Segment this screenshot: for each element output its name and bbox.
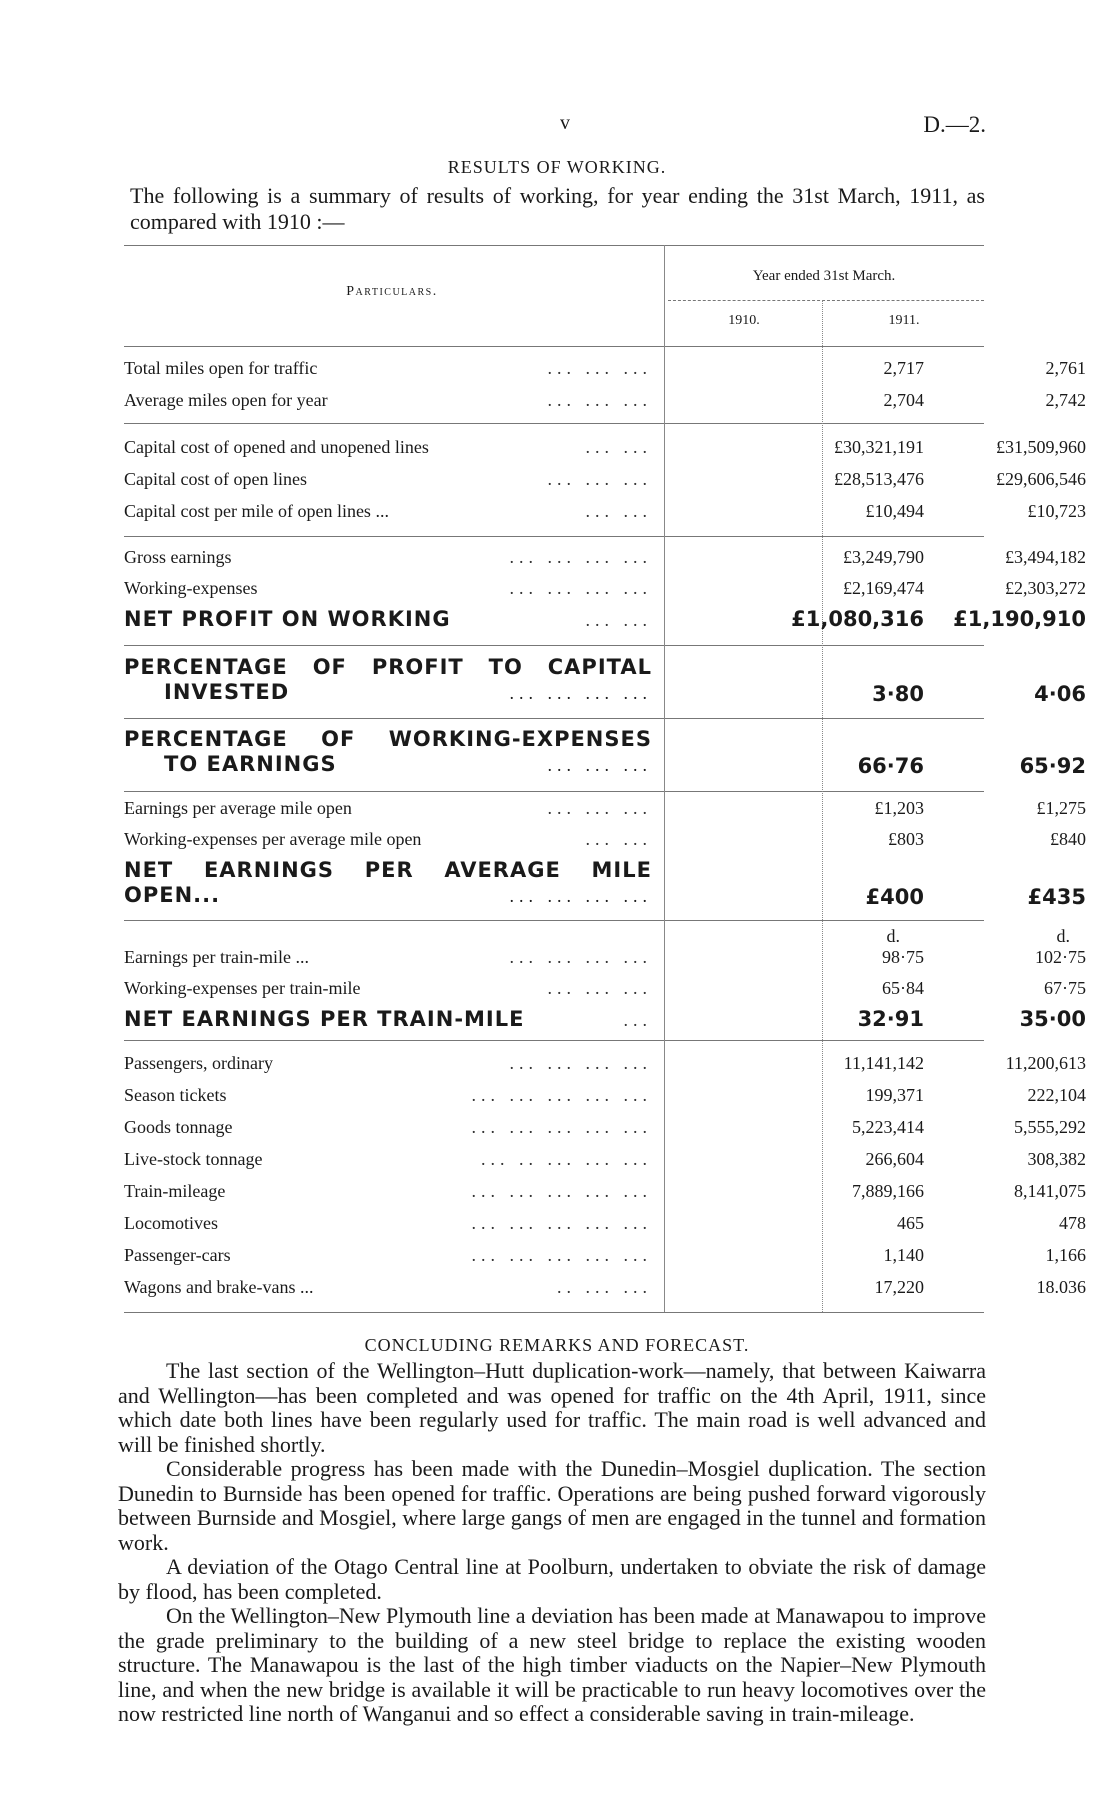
row-label: Wagons and brake-vans ... (124, 1277, 314, 1297)
unit-row-pence (124, 926, 1070, 946)
value-1910: 1,140 (883, 1245, 924, 1265)
row-label: Total miles open for traffic (124, 358, 318, 378)
row-label: Capital cost per mile of open lines ... (124, 501, 389, 521)
value-1911: 308,382 (1027, 1149, 1086, 1169)
leader-dots: ... ... ... ... ... (471, 1117, 652, 1137)
leader-dots: ... ... ... (547, 358, 652, 378)
table-row-locomotives (124, 1213, 1086, 1243)
leader-dots: ... ... ... ... (509, 683, 652, 703)
table-row-total-miles (124, 358, 1086, 388)
value-1911: 222,104 (1027, 1085, 1086, 1105)
row-label-line1: PERCENTAGE OF WORKING-EXPENSES (124, 727, 652, 751)
leader-dots: ... ... ... ... ... (471, 1213, 652, 1233)
concluding-remarks-body (118, 1359, 986, 1727)
leader-dots: ... ... ... (547, 798, 652, 818)
leader-dots: ... ... ... (547, 390, 652, 410)
value-1910: 199,371 (865, 1085, 924, 1105)
row-label: Earnings per average mile open (124, 798, 352, 818)
table-top-rule (124, 245, 984, 246)
value-1911: £2,303,272 (1005, 578, 1086, 598)
value-1911: 1,166 (1045, 1245, 1086, 1265)
document-reference: D.—2. (923, 112, 986, 137)
col-header-year-ended: Year ended 31st March. (752, 268, 896, 284)
value-1911: £435 (1027, 885, 1086, 909)
leader-dots: ... ... ... ... ... (471, 1085, 652, 1105)
value-1910: 7,889,166 (852, 1181, 924, 1201)
value-1910: 11,141,142 (843, 1053, 924, 1073)
leader-dots: ... (623, 1010, 652, 1030)
group-rule-5 (124, 791, 984, 792)
value-1910: £10,494 (865, 501, 924, 521)
leader-dots: ... ... ... (547, 978, 652, 998)
value-1910: 32·91 (857, 1007, 924, 1031)
group-rule-6 (124, 920, 984, 921)
value-1911: £31,509,960 (996, 437, 1086, 457)
group-rule-3 (124, 645, 984, 646)
value-1911: 18.036 (1036, 1277, 1086, 1297)
value-1911: £10,723 (1027, 501, 1086, 521)
header-bottom-rule (124, 346, 984, 347)
table-row-train-mileage (124, 1181, 1086, 1211)
table-row-gross-earnings (124, 547, 1086, 577)
value-1911: £1,190,910 (953, 607, 1086, 631)
leader-dots: ... ... ... ... (509, 547, 652, 567)
table-row-pct-profit-capital (124, 655, 1086, 711)
table-row-goods-tonnage (124, 1117, 1086, 1147)
row-label-line1: PERCENTAGE OF PROFIT TO CAPITAL (124, 655, 652, 679)
row-label-line2: TO EARNINGS (164, 752, 337, 776)
row-label: Goods tonnage (124, 1117, 233, 1137)
row-label: Gross earnings (124, 547, 232, 567)
value-1911: £1,275 (1036, 798, 1086, 818)
leader-dots: ... ... ... (547, 755, 652, 775)
value-1910: £1,203 (874, 798, 924, 818)
value-1910: £2,169,474 (843, 578, 924, 598)
value-1910: 3·80 (872, 682, 924, 706)
section-title: RESULTS OF WORKING. (447, 157, 667, 177)
table-row-net-earnings-per-train-mile (124, 1007, 1086, 1037)
table-row-capital-open (124, 469, 1086, 499)
table-row-earnings-per-mile (124, 798, 1086, 828)
table-row-capital-all (124, 437, 1086, 467)
value-1910: £28,513,476 (834, 469, 924, 489)
col-header-1911: 1911. (888, 313, 920, 328)
row-label: Working-expenses (124, 578, 258, 598)
page-number: v (560, 112, 570, 134)
table-row-working-expenses (124, 578, 1086, 608)
value-1910: £1,080,316 (791, 607, 924, 631)
row-label-line2: OPEN... (124, 883, 221, 907)
value-1910: 17,220 (874, 1277, 924, 1297)
concluding-remarks-title: CONCLUDING REMARKS AND FORECAST. (364, 1335, 750, 1355)
row-label: Train-mileage (124, 1181, 226, 1201)
value-1911: 11,200,613 (1005, 1053, 1086, 1073)
value-1910: 2,717 (883, 358, 924, 378)
row-label: Passengers, ordinary (124, 1053, 273, 1073)
paragraph: Considerable progress has been made with the Dunedin–Mosgiel duplication. The section Dunedin to Burnside has been opened for traffic. Operations are being pushed forward vigorously between Burnside and Mosgiel, where large gangs of men are engaged in the tunnel and formation work. (118, 1456, 986, 1555)
leader-dots: ... ... (585, 437, 652, 457)
table-row-net-earnings-per-mile (124, 858, 1086, 914)
row-label: Working-expenses per train-mile (124, 978, 361, 998)
row-label: Capital cost of opened and unopened lines (124, 437, 429, 457)
value-1910: £3,249,790 (843, 547, 924, 567)
paragraph: The last section of the Wellington–Hutt duplication-work—namely, that between Kaiwarra and Wellington—has been completed and was opened for traffic on the 4th April, 1911, since which date both lines have been regularly used for traffic. The main road is well advanced and will be finished shortly. (118, 1358, 986, 1457)
leader-dots: ... .. ... ... ... (481, 1149, 652, 1169)
row-label: Passenger-cars (124, 1245, 231, 1265)
row-label-line2: INVESTED (164, 680, 290, 704)
paragraph: On the Wellington–New Plymouth line a deviation has been made at Manawapou to improve the grade preliminary to the building of a new steel bridge to replace the existing wooden structure. The Manawapou is the last of the high timber viaducts on the Napier–New Plymouth line, and when the new bridge is available it will be practicable to run heavy locomotives over the now restricted line north of Wanganui and so effect a considerable saving in train-mileage. (118, 1603, 986, 1726)
value-1911: 2,761 (1045, 358, 1086, 378)
unit-1910: d. (886, 926, 900, 946)
unit-1911: d. (1056, 926, 1070, 946)
value-1910: 66·76 (857, 754, 924, 778)
table-row-net-profit (124, 607, 1086, 637)
col-header-1910: 1910. (728, 313, 760, 328)
value-1910: 465 (897, 1213, 924, 1233)
col-header-particulars: Particulars. (346, 284, 438, 299)
table-row-capital-per-mile (124, 501, 1086, 531)
value-1910: 2,704 (883, 390, 924, 410)
leader-dots: ... ... ... (547, 469, 652, 489)
row-label: Average miles open for year (124, 390, 328, 410)
leader-dots: ... ... ... ... (509, 947, 652, 967)
value-1910: 266,604 (865, 1149, 924, 1169)
row-label: Locomotives (124, 1213, 218, 1233)
group-rule-7 (124, 1040, 984, 1041)
value-1911: £3,494,182 (1005, 547, 1086, 567)
group-rule-2 (124, 536, 984, 537)
leader-dots: ... ... ... ... (509, 578, 652, 598)
leader-dots: ... ... (585, 501, 652, 521)
value-1911: 35·00 (1019, 1007, 1086, 1031)
table-row-pct-expenses-earnings (124, 727, 1086, 783)
row-label: NET PROFIT ON WORKING (124, 607, 451, 631)
table-row-passenger-cars (124, 1245, 1086, 1275)
paragraph: A deviation of the Otago Central line at Poolburn, undertaken to obviate the risk of damage by flood, has been completed. (118, 1554, 986, 1604)
table-row-expenses-per-mile (124, 829, 1086, 859)
table-row-season-tickets (124, 1085, 1086, 1115)
value-1911: 67·75 (1044, 978, 1086, 998)
table-row-expenses-per-train-mile (124, 978, 1086, 1008)
value-1911: £840 (1050, 829, 1086, 849)
value-1910: £400 (865, 885, 924, 909)
value-1910: 5,223,414 (852, 1117, 924, 1137)
row-label: Season tickets (124, 1085, 227, 1105)
row-label: NET EARNINGS PER TRAIN-MILE (124, 1007, 525, 1031)
table-row-livestock-tonnage (124, 1149, 1086, 1179)
row-label-line1: NET EARNINGS PER AVERAGE MILE (124, 858, 652, 882)
leader-dots: ... ... ... ... (509, 886, 652, 906)
value-1911: 478 (1059, 1213, 1086, 1233)
row-label: Working-expenses per average mile open (124, 829, 422, 849)
value-1911: £29,606,546 (996, 469, 1086, 489)
year-header-rule (668, 300, 984, 301)
value-1911: 65·92 (1019, 754, 1086, 778)
table-row-passengers-ordinary (124, 1053, 1086, 1083)
group-rule-1 (124, 423, 984, 424)
value-1911: 8,141,075 (1014, 1181, 1086, 1201)
intro-paragraph: The following is a summary of results of working, for year ending the 31st March, 1911, as compared with 1910 :— (130, 183, 985, 234)
row-label: Earnings per train-mile ... (124, 947, 309, 967)
table-row-wagons (124, 1277, 1086, 1307)
value-1910: £30,321,191 (834, 437, 924, 457)
value-1911: 5,555,292 (1014, 1117, 1086, 1137)
leader-dots: ... ... (585, 829, 652, 849)
value-1911: 102·75 (1035, 947, 1086, 967)
value-1910: 65·84 (882, 978, 924, 998)
value-1911: 2,742 (1045, 390, 1086, 410)
table-row-average-miles (124, 390, 1086, 420)
leader-dots: ... ... ... ... ... (471, 1181, 652, 1201)
leader-dots: ... ... ... ... (509, 1053, 652, 1073)
leader-dots: ... ... (585, 610, 652, 630)
group-rule-4 (124, 718, 984, 719)
table-bottom-rule (124, 1312, 984, 1313)
value-1910: £803 (888, 829, 924, 849)
value-1911: 4·06 (1034, 682, 1086, 706)
table-row-earnings-per-train-mile (124, 947, 1086, 977)
leader-dots: ... ... ... ... ... (471, 1245, 652, 1265)
row-label: Live-stock tonnage (124, 1149, 263, 1169)
leader-dots: .. ... ... (557, 1277, 652, 1297)
value-1910: 98·75 (882, 947, 924, 967)
row-label: Capital cost of open lines (124, 469, 307, 489)
